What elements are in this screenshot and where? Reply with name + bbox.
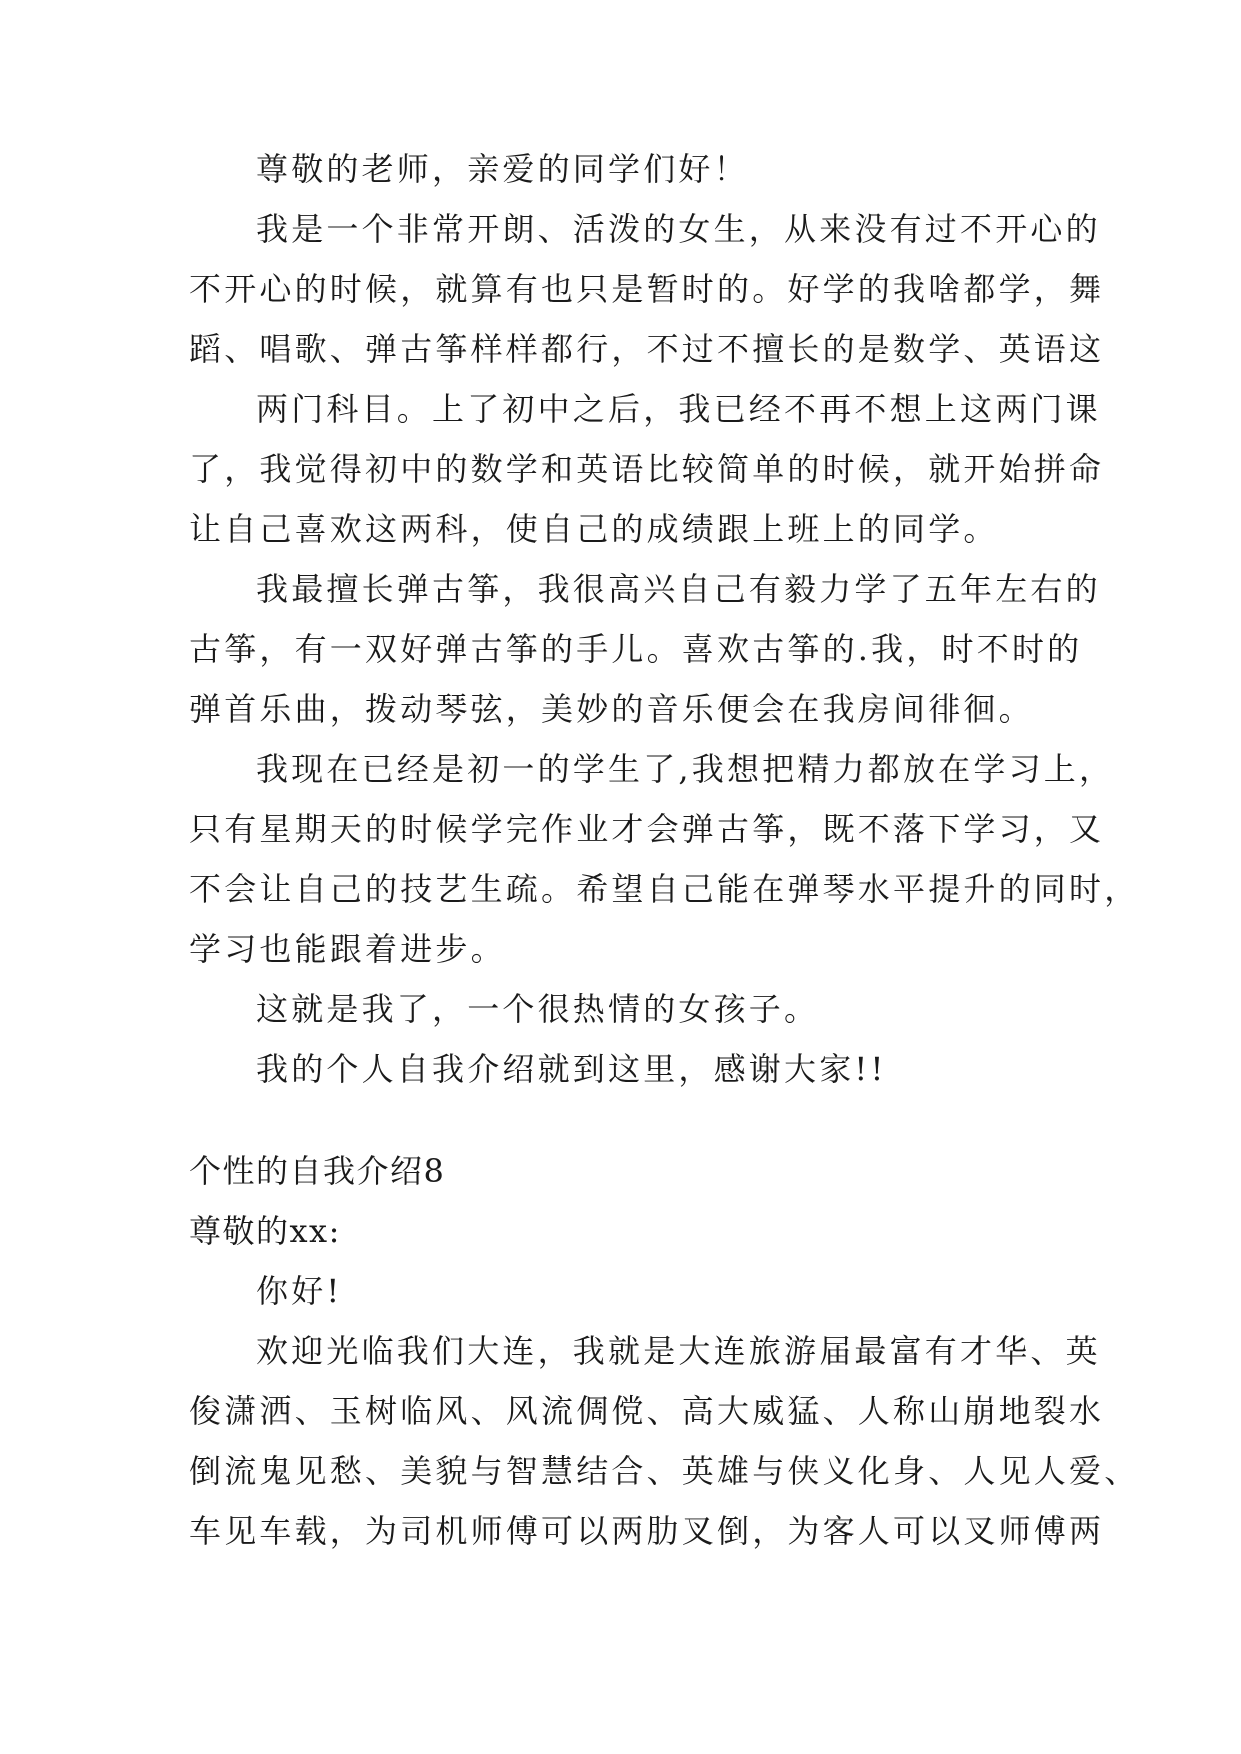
- paragraph-line: 欢迎光临我们大连，我就是大连旅游届最富有才华、英: [256, 1332, 1101, 1370]
- paragraph-line: 我现在已经是初一的学生了,我想把精力都放在学习上，: [256, 750, 1115, 788]
- paragraph-line: 不会让自己的技艺生疏。希望自己能在弹琴水平提升的同时，: [189, 870, 1140, 908]
- paragraph-line: 我的个人自我介绍就到这里，感谢大家!!: [256, 1050, 887, 1088]
- paragraph-line: 学习也能跟着进步。: [189, 930, 506, 968]
- paragraph-line: 只有星期天的时候学完作业才会弹古筝，既不落下学习，又: [189, 810, 1105, 848]
- paragraph-line: 尊敬的老师，亲爱的同学们好！: [256, 150, 749, 188]
- paragraph-line: 倒流鬼见愁、美貌与智慧结合、英雄与侠义化身、人见人爱、: [189, 1452, 1140, 1490]
- paragraph-line: 两门科目。上了初中之后，我已经不再不想上这两门课: [256, 390, 1101, 428]
- salutation: 尊敬的xx:: [189, 1212, 341, 1250]
- paragraph-line: 弹首乐曲，拨动琴弦，美妙的音乐便会在我房间徘徊。: [189, 690, 1034, 728]
- paragraph-line: 蹈、唱歌、弹古筝样样都行，不过不擅长的是数学、英语这: [189, 330, 1105, 368]
- section-heading: 个性的自我介绍8: [189, 1152, 446, 1190]
- paragraph-line: 我是一个非常开朗、活泼的女生，从来没有过不开心的: [256, 210, 1101, 248]
- paragraph-line: 让自己喜欢这两科，使自己的成绩跟上班上的同学。: [189, 510, 999, 548]
- paragraph-line: 不开心的时候，就算有也只是暂时的。好学的我啥都学，舞: [189, 270, 1105, 308]
- paragraph-line: 你好!: [256, 1272, 343, 1310]
- paragraph-line: 我最擅长弹古筝，我很高兴自己有毅力学了五年左右的: [256, 570, 1101, 608]
- paragraph-line: 俊潇洒、玉树临风、风流倜傥、高大威猛、人称山崩地裂水: [189, 1392, 1105, 1430]
- paragraph-line: 古筝，有一双好弹古筝的手儿。喜欢古筝的.我，时不时的: [189, 630, 1083, 668]
- paragraph-line: 了，我觉得初中的数学和英语比较简单的时候，就开始拼命: [189, 450, 1105, 488]
- paragraph-line: 车见车载，为司机师傅可以两肋叉倒，为客人可以叉师傅两: [189, 1512, 1105, 1550]
- paragraph-line: 这就是我了，一个很热情的女孩子。: [256, 990, 820, 1028]
